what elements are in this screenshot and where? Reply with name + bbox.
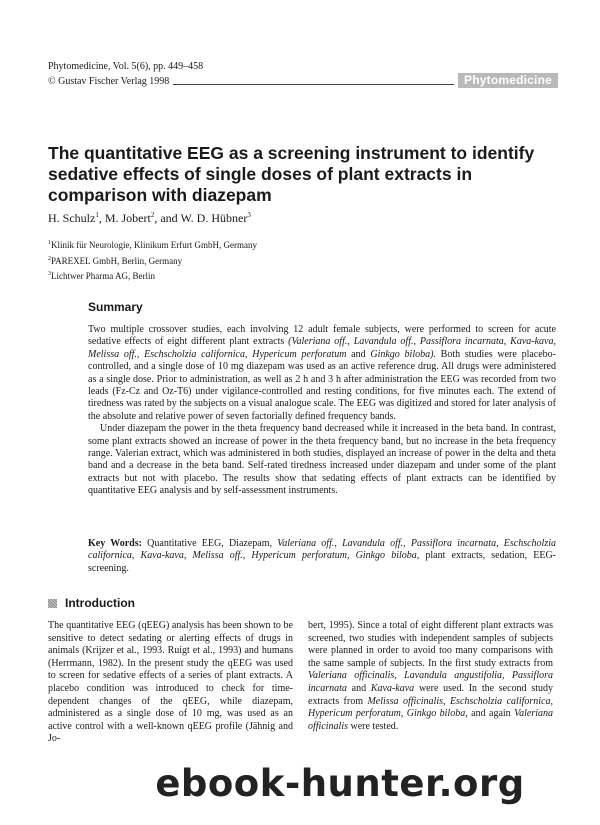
author-list: H. Schulz$^1$, M. Jobert$^2$, and W. D. Hübner$^3$ (48, 211, 251, 225)
journal-copyright: © Gustav Fischer Verlag 1998 (48, 76, 170, 87)
affiliations (48, 237, 257, 284)
summary-paragraph: Two multiple crossover studies, each involving 12 adult female subjects, were performed to screen for acute sedative effects of eight different plant extracts (Valeriana off., Lavandula off., Passiflora incarnata, Kava-kava, Melissa off., Eschscholzia californica, Hypericum perforatum and Ginkgo biloba). Both studies were placebo-controlled, and a single dose of 10 mg diazepam was used as an active reference drug. All drugs were administered as a single dose. Prior to administration, as well as 2 h and 3 h after administration the EEG was recorded from two leads (Fz-Cz and Oz-T6) under vigilance-controlled and resting conditions, for five minutes each. The extend of tiredness was rated by the subjects on a visual analogue scale. The EEG was digitized and stored for later analysis of the absolute and relative power of seven factorially defined frequency bands. (88, 324, 556, 422)
author-name: M. Jobert (104, 211, 151, 225)
author-affil-mark: 1 (95, 211, 99, 219)
keywords-label: Key Words: (88, 538, 142, 549)
section-marker-icon (48, 599, 57, 608)
journal-logo: Phytomedicine (458, 73, 558, 88)
affiliation: $^2$PAREXEL GmbH, Berlin, Germany (48, 255, 183, 266)
author-affil-mark: 2 (150, 211, 155, 219)
author-name: W. D. Hübner (180, 211, 248, 225)
watermark: ebook-hunter.org (155, 762, 525, 805)
summary-paragraph: Under diazepam the power in the theta frequency band decreased while it increased in the beta band. In contrast, some plant extracts showed an increase of power in the theta frequency band, but no increase in the beta frequency range. Valerian extract, which was administered in both studies, displayed an increase of power in the delta and theta band and a decrease in the beta band. Self-rated tiredness increased under diazepam and under some of the plant extracts but not with placebo. The results show that sedating effects of plant extracts can be identified by quantitative EEG analysis and by self-assessment instruments. (88, 423, 556, 497)
journal-header (48, 60, 558, 88)
author-affil-mark: 3 (247, 211, 251, 219)
intro-column-right: bert, 1995). Since a total of eight different plant extracts was screened, two studies with independent samples of subjects were planned in order to avoid too many comparisons with the same sample of subjects. In the first study extracts from Valeriana officinalis, Lavandula angustifolia, Passiflora incarnata and Kava-kava were used. In the second study extracts from Melissa officinalis, Eschscholzia californica, Hypericum perforatum, Ginkgo biloba, and again Valeriana officinalis were tested. (308, 620, 553, 732)
author-name: H. Schulz (48, 211, 96, 225)
affiliation: $^1$Klinik für Neurologie, Klinikum Erfurt GmbH, Germany (48, 240, 257, 250)
summary-heading: Summary (88, 300, 143, 314)
keywords: Key Words: Quantitative EEG, Diazepam, Valeriana off., Lavandula off., Passiflora incarnata, Eschscholzia californica, Kava-kava, Melissa off., Hypericum perforatum, Ginkgo biloba, plant extracts, sedation, EEG-screening. (88, 538, 556, 574)
journal-citation: Phytomedicine, Vol. 5(6), pp. 449–458 (48, 61, 204, 72)
summary-body (88, 324, 556, 498)
paper-title: The quantitative EEG as a screening instrument to identify sedative effects of single doses of plant extracts in comparison with diazepam (48, 143, 535, 205)
introduction-heading: Introduction (48, 596, 135, 610)
header-rule (173, 84, 454, 85)
intro-column-left: The quantitative EEG (qEEG) analysis has been shown to be sensitive to detect sedating or alerting effects of drugs in animals (Krijzer et al., 1993. Ruigt et al., 1993) and humans (Herrmann, 1982). In the present study the qEEG was used to screen for sedative effects of a series of plant extracts. A placebo condition was introduced to check for time-dependent changes of the qEEG, while diazepam, administered as a single dose of 10 mg, was used as an active control with a well-known qEEG profile (Jähnig and Jo- (48, 620, 293, 745)
affiliation: $^3$Lichtwer Pharma AG, Berlin (48, 271, 155, 281)
